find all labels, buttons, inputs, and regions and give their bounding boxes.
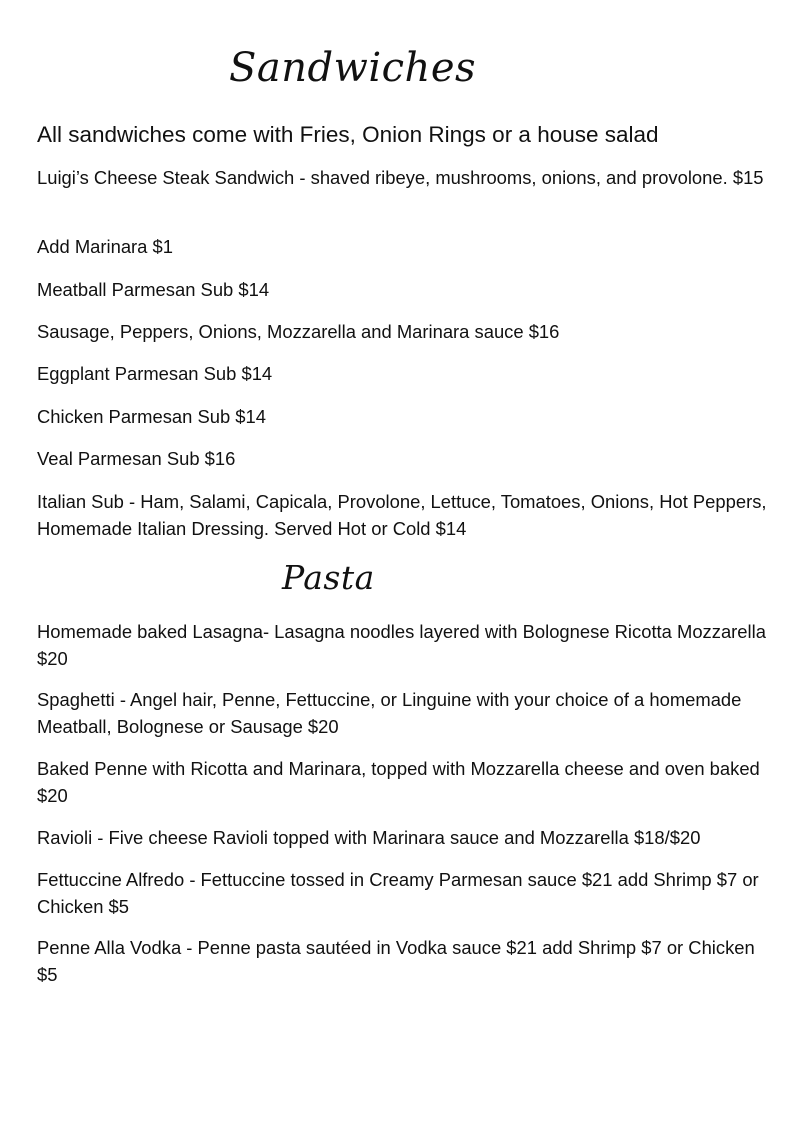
sandwich-item: Italian Sub - Ham, Salami, Capicala, Provolone, Lettuce, Tomatoes, Onions, Hot Peppers, Homemade Italian Dressing. Served Hot or Cold $14: [37, 491, 767, 539]
sandwich-item: Add Marinara $1: [37, 236, 173, 257]
sandwiches-intro: All sandwiches come with Fries, Onion Rings or a house salad: [37, 122, 659, 147]
pasta-heading: Pasta: [282, 558, 375, 597]
sandwich-item: Chicken Parmesan Sub $14: [37, 406, 266, 427]
pasta-item: Fettuccine Alfredo - Fettuccine tossed in Creamy Parmesan sauce $21 add Shrimp $7 or Chicken $5: [37, 869, 759, 917]
sandwich-item: Luigi’s Cheese Steak Sandwich - shaved ribeye, mushrooms, onions, and provolone. $15: [37, 167, 764, 188]
sandwich-item: Eggplant Parmesan Sub $14: [37, 363, 273, 384]
sandwiches-heading: Sandwiches: [229, 45, 477, 91]
pasta-item: Baked Penne with Ricotta and Marinara, topped with Mozzarella cheese and oven baked $20: [37, 758, 760, 806]
pasta-item: Spaghetti - Angel hair, Penne, Fettuccine, or Linguine with your choice of a homemade Meatball, Bolognese or Sausage $20: [37, 689, 742, 737]
sandwich-item: Veal Parmesan Sub $16: [37, 448, 236, 469]
pasta-item: Ravioli - Five cheese Ravioli topped with Marinara sauce and Mozzarella $18/$20: [37, 827, 701, 848]
sandwich-item: Sausage, Peppers, Onions, Mozzarella and Marinara sauce $16: [37, 321, 560, 342]
sandwich-item: Meatball Parmesan Sub $14: [37, 279, 270, 300]
pasta-item: Homemade baked Lasagna- Lasagna noodles layered with Bolognese Ricotta Mozzarella $20: [37, 621, 766, 669]
pasta-item: Penne Alla Vodka - Penne pasta sautéed in Vodka sauce $21 add Shrimp $7 or Chicken $5: [37, 937, 755, 985]
